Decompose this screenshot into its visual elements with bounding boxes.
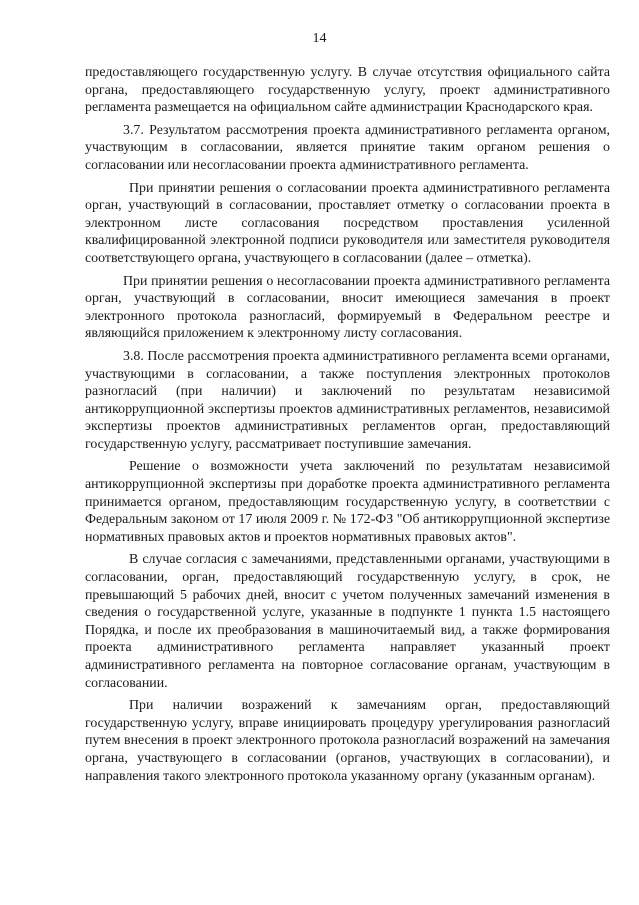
document-body [85,64,610,790]
paragraph-agreement-with-remarks: В случае согласия с замечаниями, представленными органами, участвующими в согласовании, орган, предоставляющий государственную услугу, в срок, не превышающий 5 рабочих дней, вносит с учетом полученных замечаний изменения в сведения о государственной услуге, указанные в подпункте 1 пункта 1.5 настоящего Порядка, и после их преобразования в машиночитаемый вид, а также формирования проекта административного регламента направляет указанный проект административного регламента на повторное согласование органам, участвующим в согласовании. [85,552,610,691]
paragraph-disapproval-decision: При принятии решения о несогласовании проекта административного регламента орган, участвующий в согласовании, вносит имеющиеся замечания в проект электронного протокола разногласий, формируемый в Федеральном реестре и являющийся приложением к электронному листу согласования. [85,273,610,342]
paragraph-continuation: предоставляющего государственную услугу. В случае отсутствия официального сайта органа, предоставляющего государственную услугу, проект административного регламента размещается на официальном сайте администрации Краснодарского края. [85,65,610,116]
page-number: 14 [312,31,327,46]
paragraph-3-7-result: 3.7. Результатом рассмотрения проекта административного регламента органом, участвующим в согласовании, является принятие таким органом решения о согласовании или несогласовании проекта административного регламента. [85,122,610,173]
paragraph-3-8-review: 3.8. После рассмотрения проекта административного регламента всеми органами, участвующими в согласовании, а также поступления электронных протоколов разногласий (при наличии) и заключений по результатам независимой антикоррупционной экспертизы проектов административных регламентов, независимой экспертизы проектов административных регламентов орган, предоставляющий государственную услугу, рассматривает поступившие замечания. [85,348,610,452]
paragraph-objections: При наличии возражений к замечаниям орган, предоставляющий государственную услугу, вправе инициировать процедуру урегулирования разногласий путем внесения в проект электронного протокола разногласий возражений на замечания органа, участвующего в согласовании (органов, участвующих в согласовании), и направления такого электронного протокола указанному органу (указанным органам). [85,698,610,784]
paragraph-approval-decision: При принятии решения о согласовании проекта административного регламента орган, участвующий в согласовании, проставляет отметку о согласовании проекта в электронном листе согласования посредством проставления усиленной квалифицированной электронной подписи руководителя или заместителя руководителя соответствующего органа, участвующего в согласовании (далее – отметка). [85,180,610,266]
paragraph-expertise-decision: Решение о возможности учета заключений по результатам независимой антикоррупционной экспертизы при доработке проекта административного регламента принимается органом, предоставляющим государственную услугу, в соответствии с Федеральным законом от 17 июля 2009 г. № 172-ФЗ "Об антикоррупционной экспертизе нормативных правовых актов и проектов нормативных правовых актов". [85,459,610,545]
